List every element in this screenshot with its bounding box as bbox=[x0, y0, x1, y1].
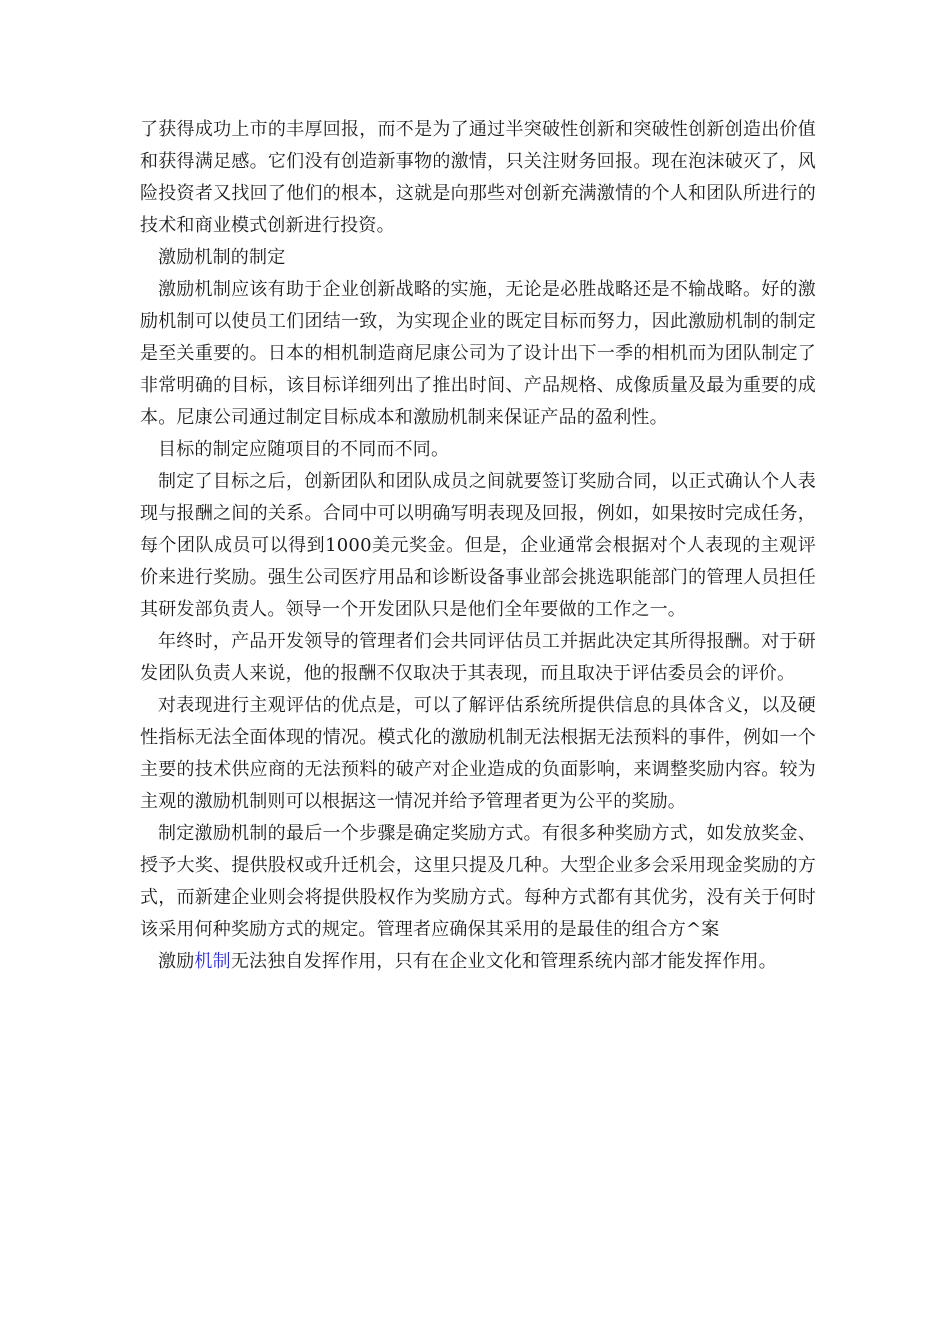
paragraph-1: 了获得成功上市的丰厚回报，而不是为了通过半突破性创新和突破性创新创造出价值和获得满足感。它们没有创造新事物的激情，只关注财务回报。现在泡沫破灭了，风险投资者又找回了他们的根本，这就是向那些对创新充满激情的个人和团队所进行的技术和商业模式创新进行投资。 bbox=[140, 119, 816, 236]
document-page bbox=[140, 114, 816, 978]
paragraph-8-end: 无法独自发挥作用，只有在企业文化和管理系统内部才能发挥作用。 bbox=[230, 951, 777, 972]
paragraph-7: 制定激励机制的最后一个步骤是确定奖励方式。有很多种奖励方式，如发放奖金、授予大奖、提供股权或升迁机会，这里只提及几种。大型企业多会采用现金奖励的方式，而新建企业则会将提供股权作为奖励方式。每种方式都有其优劣，没有关于何时该采用何种奖励方式的规定。管理者应确保其采用的是最佳的组合方^案 bbox=[140, 823, 816, 940]
paragraph-8-start: 激励 bbox=[158, 951, 195, 972]
section-heading: 激励机制的制定 bbox=[158, 247, 286, 268]
paragraph-6: 对表现进行主观评估的优点是，可以了解评估系统所提供信息的具体含义，以及硬性指标无法全面体现的情况。模式化的激励机制无法根据无法预料的事件，例如一个主要的技术供应商的无法预料的破产对企业造成的负面影响，来调整奖励内容。较为主观的激励机制则可以根据这一情况并给予管理者更为公平的奖励。 bbox=[140, 695, 816, 812]
paragraph-4: 制定了目标之后，创新团队和团队成员之间就要签订奖励合同，以正式确认个人表现与报酬之间的关系。合同中可以明确写明表现及回报，例如，如果按时完成任务，每个团队成员可以得到1000美元奖金。但是，企业通常会根据对个人表现的主观评价来进行奖励。强生公司医疗用品和诊断设备事业部会挑选职能部门的管理人员担任其研发部负责人。领导一个开发团队只是他们全年要做的工作之一。 bbox=[140, 471, 816, 620]
paragraph-2: 激励机制应该有助于企业创新战略的实施，无论是必胜战略还是不输战略。好的激励机制可以使员工们团结一致，为实现企业的既定目标而努力，因此激励机制的制定是至关重要的。日本的相机制造商尼康公司为了设计出下一季的相机而为团队制定了非常明确的目标，该目标详细列出了推出时间、产品规格、成像质量及最为重要的成本。尼康公司通过制定目标成本和激励机制来保证产品的盈利性。 bbox=[140, 279, 816, 428]
paragraph-8 bbox=[140, 946, 816, 978]
paragraph-5: 年终时，产品开发领导的管理者们会共同评估员工并据此决定其所得报酬。对于研发团队负责人来说，他的报酬不仅取决于其表现，而且取决于评估委员会的评价。 bbox=[140, 631, 816, 684]
paragraph-3: 目标的制定应随项目的不同而不同。 bbox=[158, 439, 450, 460]
mechanism-link[interactable]: 机制 bbox=[194, 951, 231, 972]
